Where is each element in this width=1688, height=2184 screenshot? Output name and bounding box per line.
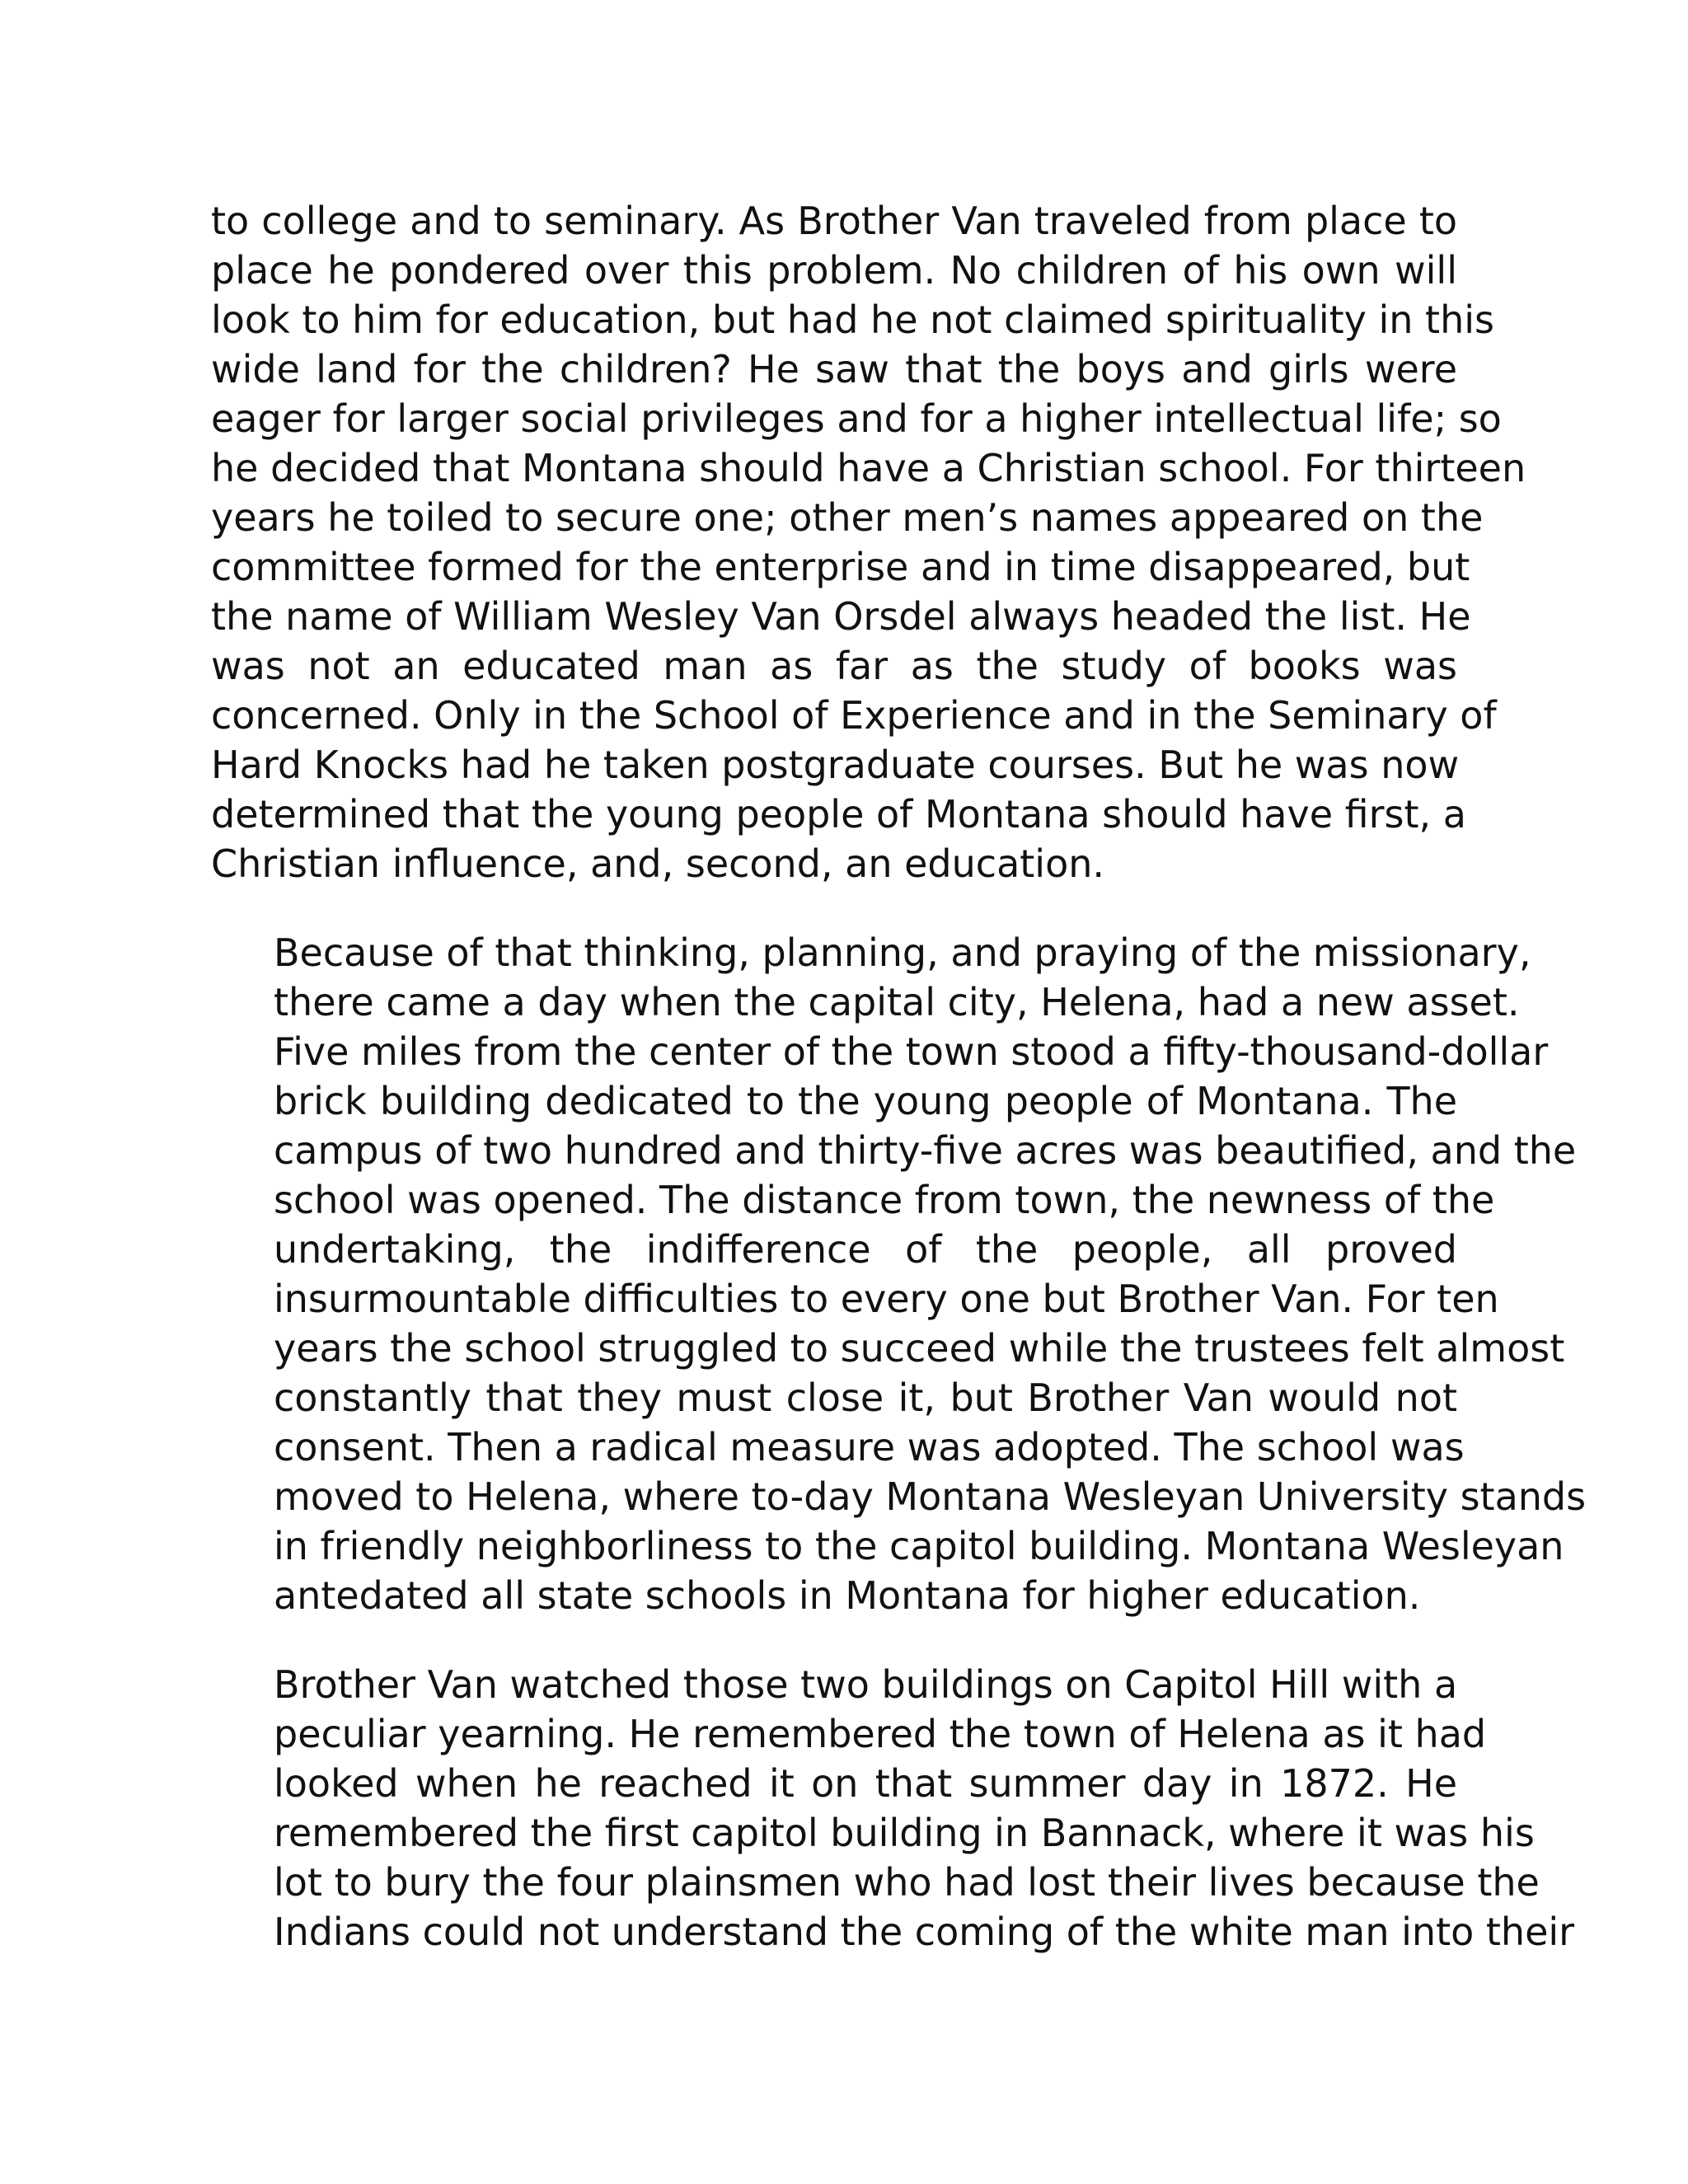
- paragraph-line: Because of that thinking, planning, and praying of the missionary,: [274, 930, 1531, 975]
- paragraph-line: wide land for the children? He saw that the boys and girls were: [211, 347, 1457, 391]
- paragraph-line: school was opened. The distance from town, the newness of the: [274, 1178, 1495, 1222]
- paragraph-1: [211, 196, 1526, 888]
- paragraph-line: looked when he reached it on that summer day in 1872. He: [274, 1761, 1457, 1806]
- paragraph-2: [211, 928, 1587, 1620]
- paragraph-line: campus of two hundred and thirty-five acres was beautified, and the: [274, 1128, 1577, 1173]
- paragraph-line: insurmountable difficulties to every one but Brother Van. For ten: [274, 1277, 1499, 1321]
- paragraph-line: antedated all state schools in Montana for higher education.: [274, 1573, 1421, 1618]
- paragraph-line: determined that the young people of Montana should have first, a: [211, 792, 1466, 837]
- paragraph-line: the name of William Wesley Van Orsdel always headed the list. He: [211, 594, 1471, 639]
- paragraph-line: years he toiled to secure one; other men’s names appeared on the: [211, 495, 1484, 540]
- paragraph-line: peculiar yearning. He remembered the town of Helena as it had: [274, 1712, 1487, 1756]
- paragraph-line: committee formed for the enterprise and in time disappeared, but: [211, 545, 1470, 589]
- paragraph-line: in friendly neighborliness to the capitol building. Montana Wesleyan: [274, 1524, 1564, 1568]
- paragraph-line: eager for larger social privileges and for a higher intellectual life; so: [211, 396, 1502, 441]
- paragraph-line: place he pondered over this problem. No children of his own will: [211, 248, 1457, 293]
- page-text: [211, 196, 1587, 1957]
- paragraph-line: he decided that Montana should have a Christian school. For thirteen: [211, 446, 1526, 490]
- paragraph-line: was not an educated man as far as the study of books was: [211, 644, 1457, 688]
- paragraph-line: Brother Van watched those two buildings on Capitol Hill with a: [274, 1662, 1458, 1707]
- paragraph-3: [211, 1660, 1575, 1957]
- paragraph-line: Indians could not understand the coming of the white man into their: [274, 1910, 1575, 1954]
- paragraph-line: Five miles from the center of the town stood a fifty-thousand-dollar: [274, 1029, 1549, 1074]
- paragraph-line: to college and to seminary. As Brother Van traveled from place to: [211, 199, 1457, 243]
- paragraph-line: constantly that they must close it, but Brother Van would not: [274, 1376, 1457, 1420]
- paragraph-line: there came a day when the capital city, Helena, had a new asset.: [274, 980, 1520, 1024]
- paragraph-line: lot to bury the four plainsmen who had lost their lives because the: [274, 1860, 1540, 1905]
- paragraph-line: years the school struggled to succeed while the trustees felt almost: [274, 1326, 1565, 1371]
- paragraph-line: moved to Helena, where to-day Montana Wesleyan University stands: [274, 1474, 1587, 1519]
- paragraph-line: look to him for education, but had he not claimed spirituality in this: [211, 298, 1494, 342]
- paragraph-line: Hard Knocks had he taken postgraduate courses. But he was now: [211, 743, 1460, 787]
- paragraph-line: remembered the first capitol building in Bannack, where it was his: [274, 1811, 1535, 1855]
- paragraph-line: undertaking, the indifference of the people, all proved: [274, 1227, 1457, 1272]
- paragraph-line: brick building dedicated to the young people of Montana. The: [274, 1079, 1457, 1123]
- paragraph-line: Christian influence, and, second, an education.: [211, 841, 1104, 886]
- paragraph-line: consent. Then a radical measure was adopted. The school was: [274, 1425, 1465, 1469]
- paragraph-line: concerned. Only in the School of Experience and in the Seminary of: [211, 693, 1497, 738]
